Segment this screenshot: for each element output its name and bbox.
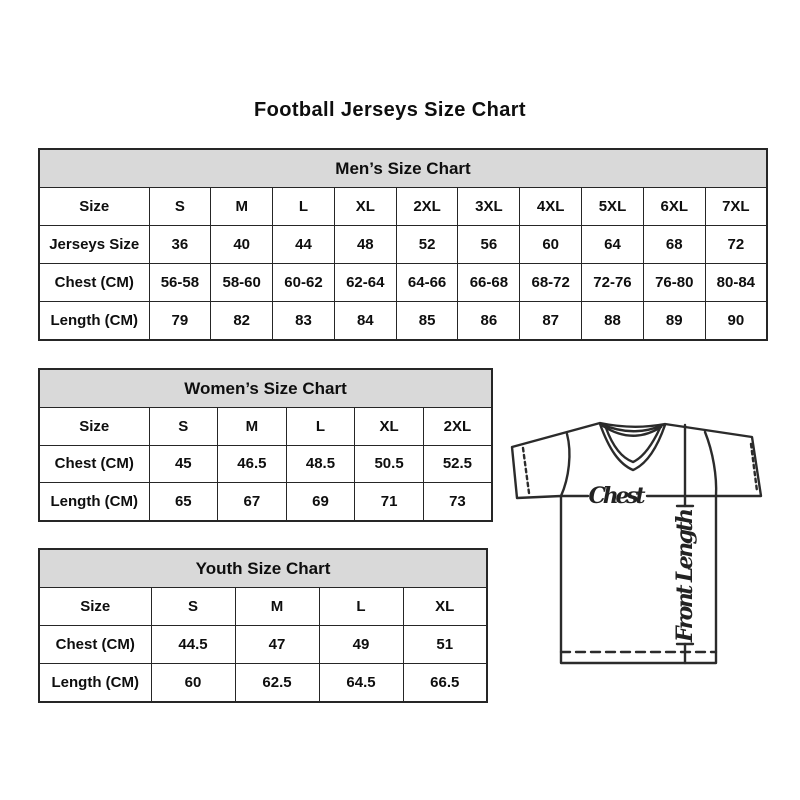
value-cell: 83 xyxy=(273,302,335,341)
value-cell: 76-80 xyxy=(643,264,705,302)
value-cell: 50.5 xyxy=(355,445,424,483)
value-cell: 87 xyxy=(520,302,582,341)
row-label-cell: Size xyxy=(39,188,149,226)
table-row xyxy=(39,264,767,302)
womens-size-table xyxy=(38,368,493,522)
youth-table-title: Youth Size Chart xyxy=(39,549,487,588)
value-cell: XL xyxy=(403,588,487,626)
value-cell: 3XL xyxy=(458,188,520,226)
row-label-cell: Jerseys Size xyxy=(39,226,149,264)
value-cell: 48.5 xyxy=(286,445,355,483)
value-cell: 40 xyxy=(211,226,273,264)
value-cell: 64 xyxy=(582,226,644,264)
value-cell: 71 xyxy=(355,483,424,521)
value-cell: L xyxy=(273,188,335,226)
womens-table-title: Women’s Size Chart xyxy=(39,369,492,408)
value-cell: 51 xyxy=(403,626,487,664)
row-label-cell: Chest (CM) xyxy=(39,264,149,302)
value-cell: 45 xyxy=(149,445,218,483)
table-title-row xyxy=(39,149,767,188)
table-row xyxy=(39,188,767,226)
value-cell: 79 xyxy=(149,302,211,341)
mens-table-title: Men’s Size Chart xyxy=(39,149,767,188)
value-cell: 80-84 xyxy=(705,264,767,302)
value-cell: L xyxy=(286,408,355,446)
value-cell: 62.5 xyxy=(235,664,319,703)
table-row xyxy=(39,408,492,446)
value-cell: 52 xyxy=(396,226,458,264)
row-label-cell: Chest (CM) xyxy=(39,445,149,483)
table-title-row xyxy=(39,549,487,588)
page-title: Football Jerseys Size Chart xyxy=(253,99,526,121)
value-cell: 60 xyxy=(151,664,235,703)
value-cell: 64-66 xyxy=(396,264,458,302)
mens-size-table xyxy=(38,148,768,341)
value-cell: 48 xyxy=(334,226,396,264)
value-cell: 2XL xyxy=(423,408,492,446)
value-cell: 82 xyxy=(211,302,273,341)
table-row xyxy=(39,302,767,341)
table-row xyxy=(39,445,492,483)
chest-label: Chest xyxy=(588,483,646,509)
value-cell: 65 xyxy=(149,483,218,521)
row-label-cell: Length (CM) xyxy=(39,483,149,521)
value-cell: S xyxy=(151,588,235,626)
value-cell: 44.5 xyxy=(151,626,235,664)
value-cell: M xyxy=(235,588,319,626)
row-label-cell: Size xyxy=(39,588,151,626)
table-row xyxy=(39,626,487,664)
womens-table-body xyxy=(39,408,492,521)
value-cell: 84 xyxy=(334,302,396,341)
mens-table-body xyxy=(39,188,767,341)
value-cell: 4XL xyxy=(520,188,582,226)
youth-size-table xyxy=(38,548,488,703)
value-cell: 90 xyxy=(705,302,767,341)
row-label-cell: Chest (CM) xyxy=(39,626,151,664)
table-row xyxy=(39,483,492,521)
table-row xyxy=(39,226,767,264)
value-cell: 62-64 xyxy=(334,264,396,302)
value-cell: 7XL xyxy=(705,188,767,226)
value-cell: 89 xyxy=(643,302,705,341)
value-cell: 72-76 xyxy=(582,264,644,302)
value-cell: 69 xyxy=(286,483,355,521)
table-row xyxy=(39,588,487,626)
value-cell: L xyxy=(319,588,403,626)
value-cell: 46.5 xyxy=(218,445,287,483)
value-cell: 68 xyxy=(643,226,705,264)
value-cell: 73 xyxy=(423,483,492,521)
value-cell: 60-62 xyxy=(273,264,335,302)
value-cell: 52.5 xyxy=(423,445,492,483)
value-cell: 6XL xyxy=(643,188,705,226)
value-cell: 58-60 xyxy=(211,264,273,302)
value-cell: 64.5 xyxy=(319,664,403,703)
value-cell: 2XL xyxy=(396,188,458,226)
value-cell: M xyxy=(211,188,273,226)
value-cell: 60 xyxy=(520,226,582,264)
value-cell: 66-68 xyxy=(458,264,520,302)
value-cell: S xyxy=(149,408,218,446)
value-cell: 67 xyxy=(218,483,287,521)
value-cell: 72 xyxy=(705,226,767,264)
value-cell: M xyxy=(218,408,287,446)
youth-table-body xyxy=(39,588,487,703)
value-cell: 56 xyxy=(458,226,520,264)
front-length-label: Front Length xyxy=(672,508,698,642)
value-cell: 47 xyxy=(235,626,319,664)
table-title-row xyxy=(39,369,492,408)
table-row xyxy=(39,664,487,703)
value-cell: XL xyxy=(334,188,396,226)
value-cell: 86 xyxy=(458,302,520,341)
value-cell: 49 xyxy=(319,626,403,664)
value-cell: 36 xyxy=(149,226,211,264)
value-cell: S xyxy=(149,188,211,226)
row-label-cell: Length (CM) xyxy=(39,664,151,703)
jersey-measurement-diagram xyxy=(505,408,775,688)
value-cell: 88 xyxy=(582,302,644,341)
value-cell: 44 xyxy=(273,226,335,264)
value-cell: 56-58 xyxy=(149,264,211,302)
value-cell: 5XL xyxy=(582,188,644,226)
value-cell: 66.5 xyxy=(403,664,487,703)
value-cell: 85 xyxy=(396,302,458,341)
value-cell: XL xyxy=(355,408,424,446)
row-label-cell: Size xyxy=(39,408,149,446)
value-cell: 68-72 xyxy=(520,264,582,302)
row-label-cell: Length (CM) xyxy=(39,302,149,341)
